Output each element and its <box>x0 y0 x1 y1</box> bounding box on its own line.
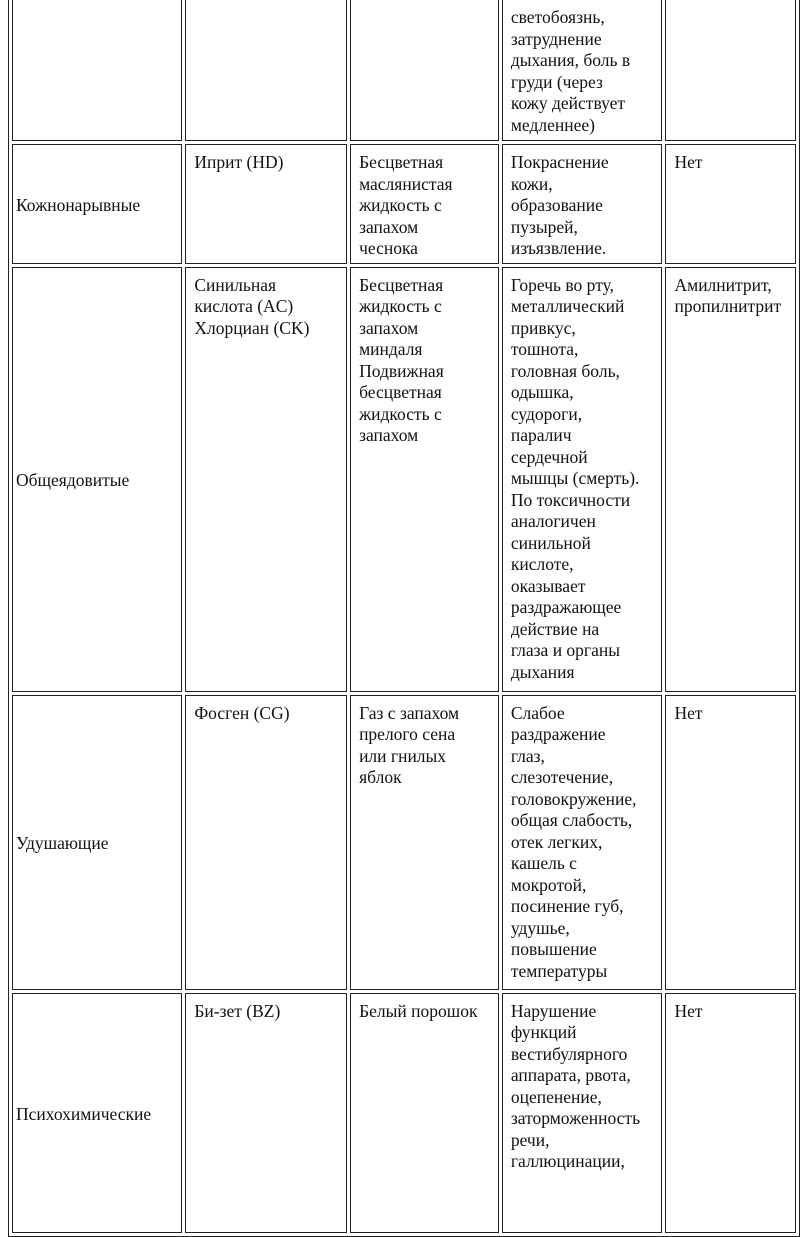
agent-cell: Иприт (HD) <box>185 144 347 264</box>
symptoms-cell: светобоязнь, затруднение дыхания, боль в груди (через кожу действует медленнее) <box>502 0 663 141</box>
properties-cell: Газ с запахом прелого сена или гнилых яблок <box>350 695 499 990</box>
chemical-agents-table <box>8 0 800 1237</box>
group-cell: Психохимические <box>12 993 182 1233</box>
antidote-cell: Нет <box>665 993 796 1233</box>
group-cell: Кожнонарывные <box>12 144 182 264</box>
symptoms-cell: Горечь во рту, металлический привкус, тошнота, головная боль, одышка, судороги, паралич сердечной мышцы (смерть). По токсичности аналогичен синильной кислоте, оказывает раздражающее действие на глаза и органы дыхания <box>502 267 663 692</box>
properties-cell: Бесцветная жидкость с запахом миндаля Подвижная бесцветная жидкость с запахом <box>350 267 499 692</box>
antidote-cell: Амилнитрит, пропилнитрит <box>665 267 796 692</box>
symptoms-cell: Слабое раздражение глаз, слезотечение, головокружение, общая слабость, отек легких, кашель с мокротой, посинение губ, удушье, повышение температуры <box>502 695 663 990</box>
group-cell: Удушающие <box>12 695 182 990</box>
group-cell <box>12 0 182 141</box>
table-row <box>12 695 796 990</box>
antidote-cell: Нет <box>665 144 796 264</box>
table-row <box>12 0 796 141</box>
agent-cell: Би-зет (BZ) <box>185 993 347 1233</box>
properties-cell: Бесцветная маслянистая жидкость с запахом чеснока <box>350 144 499 264</box>
table-row <box>12 267 796 692</box>
agent-cell: Синильная кислота (AC) Хлорциан (CK) <box>185 267 347 692</box>
properties-cell <box>350 0 499 141</box>
properties-cell: Белый порошок <box>350 993 499 1233</box>
symptoms-cell: Покраснение кожи, образование пузырей, изъязвление. <box>502 144 663 264</box>
group-cell: Общеядовитые <box>12 267 182 692</box>
agent-cell: Фосген (CG) <box>185 695 347 990</box>
antidote-cell: Нет <box>665 695 796 990</box>
antidote-cell <box>665 0 796 141</box>
table-row <box>12 144 796 264</box>
symptoms-cell: Нарушение функций вестибулярного аппарата, рвота, оцепенение, заторможенность речи, галлюцинации, <box>502 993 663 1233</box>
table-row <box>12 993 796 1233</box>
agent-cell <box>185 0 347 141</box>
